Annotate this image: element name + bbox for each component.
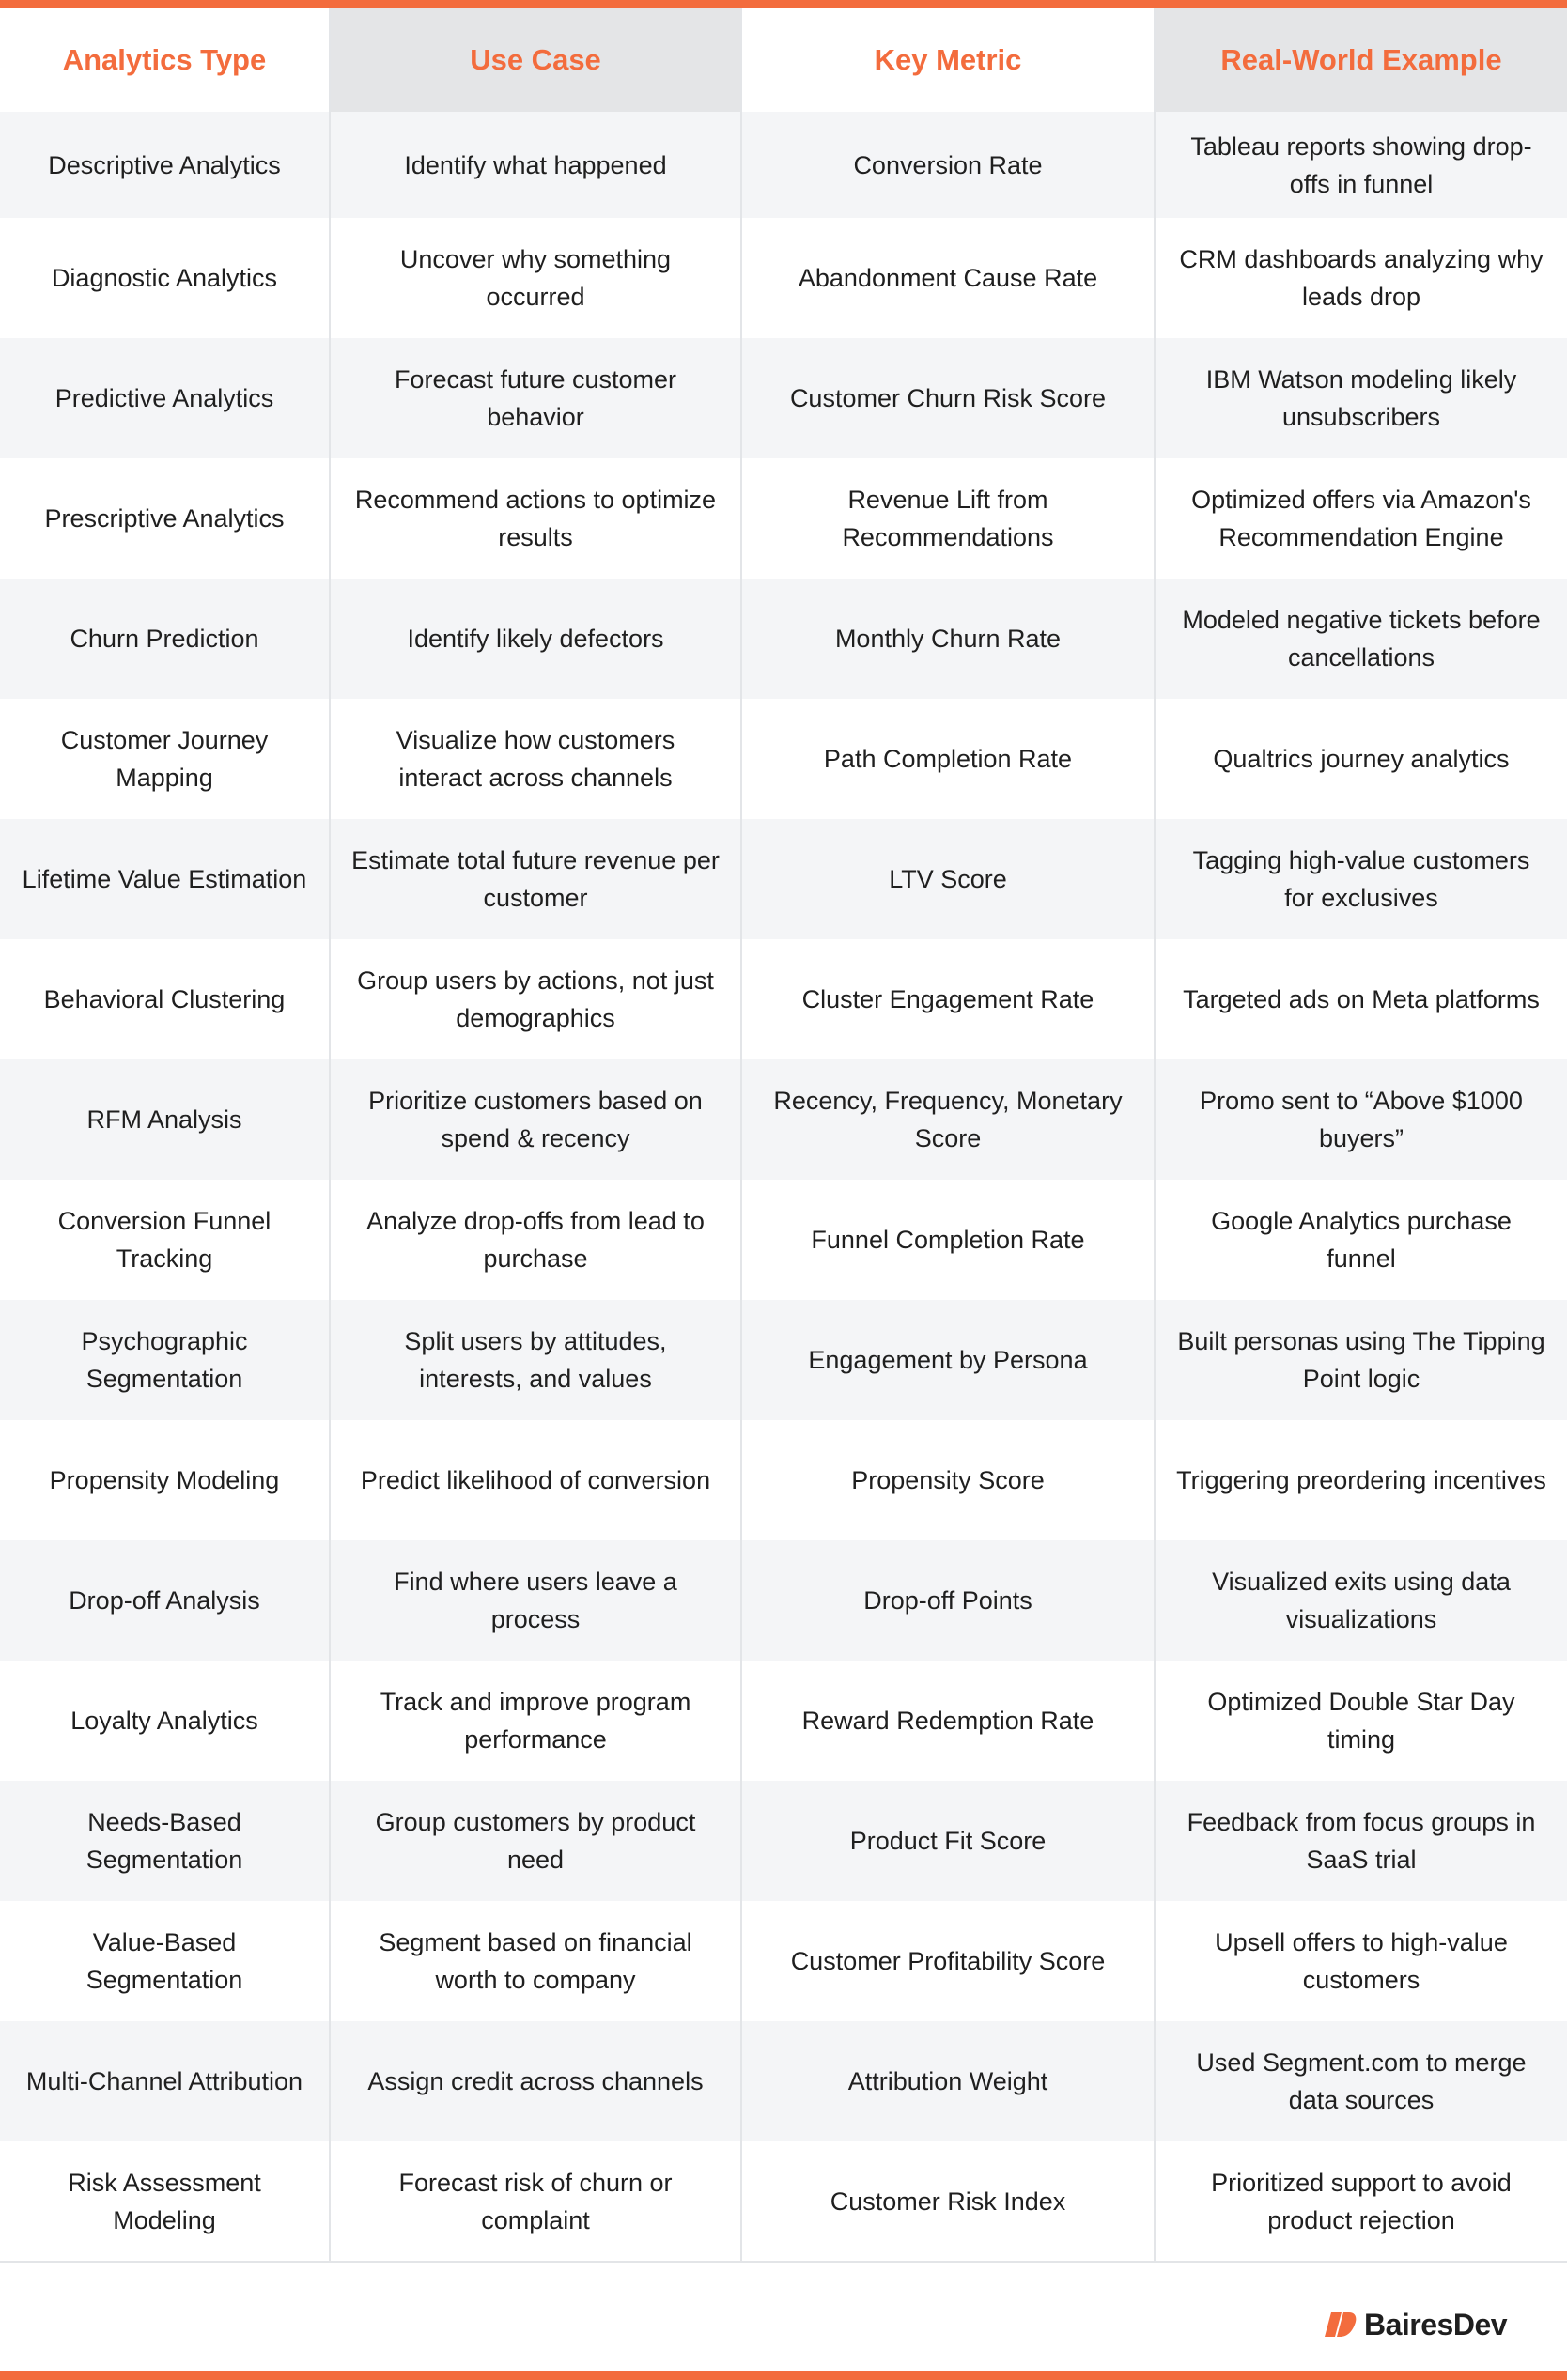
use-case-cell: Group users by actions, not just demographics: [330, 939, 741, 1059]
use-case-cell: Group customers by product need: [330, 1781, 741, 1901]
bairesdev-logo-icon: [1325, 2310, 1357, 2339]
header-use-case: Use Case: [330, 8, 741, 112]
analytics-type-cell: Diagnostic Analytics: [0, 218, 330, 338]
top-accent-bar: [0, 0, 1567, 8]
analytics-type-cell: Loyalty Analytics: [0, 1661, 330, 1781]
table-row: [0, 2141, 1567, 2262]
analytics-type-cell: Drop-off Analysis: [0, 1540, 330, 1661]
key-metric-cell: Customer Risk Index: [741, 2141, 1155, 2262]
example-cell: Modeled negative tickets before cancellations: [1155, 579, 1567, 699]
use-case-cell: Track and improve program performance: [330, 1661, 741, 1781]
analytics-type-cell: Customer Journey Mapping: [0, 699, 330, 819]
table-row: [0, 1540, 1567, 1661]
key-metric-cell: Abandonment Cause Rate: [741, 218, 1155, 338]
use-case-cell: Segment based on financial worth to company: [330, 1901, 741, 2021]
use-case-cell: Forecast future customer behavior: [330, 338, 741, 458]
table-row: [0, 579, 1567, 699]
key-metric-cell: Path Completion Rate: [741, 699, 1155, 819]
table-row: [0, 939, 1567, 1059]
analytics-type-cell: Conversion Funnel Tracking: [0, 1180, 330, 1300]
key-metric-cell: Propensity Score: [741, 1420, 1155, 1540]
example-cell: Optimized Double Star Day timing: [1155, 1661, 1567, 1781]
table-row: [0, 1300, 1567, 1420]
analytics-type-cell: Predictive Analytics: [0, 338, 330, 458]
table-row: [0, 1901, 1567, 2021]
table-row: [0, 1059, 1567, 1180]
use-case-cell: Forecast risk of churn or complaint: [330, 2141, 741, 2262]
key-metric-cell: Customer Profitability Score: [741, 1901, 1155, 2021]
table-row: [0, 819, 1567, 939]
use-case-cell: Identify what happened: [330, 112, 741, 218]
example-cell: IBM Watson modeling likely unsubscribers: [1155, 338, 1567, 458]
header-real-world-example: Real-World Example: [1155, 8, 1567, 112]
analytics-type-cell: Behavioral Clustering: [0, 939, 330, 1059]
key-metric-cell: Monthly Churn Rate: [741, 579, 1155, 699]
key-metric-cell: Recency, Frequency, Monetary Score: [741, 1059, 1155, 1180]
key-metric-cell: Engagement by Persona: [741, 1300, 1155, 1420]
analytics-type-cell: Lifetime Value Estimation: [0, 819, 330, 939]
key-metric-cell: Conversion Rate: [741, 112, 1155, 218]
use-case-cell: Estimate total future revenue per customer: [330, 819, 741, 939]
use-case-cell: Assign credit across channels: [330, 2021, 741, 2141]
example-cell: Qualtrics journey analytics: [1155, 699, 1567, 819]
analytics-type-cell: Risk Assessment Modeling: [0, 2141, 330, 2262]
example-cell: Promo sent to “Above $1000 buyers”: [1155, 1059, 1567, 1180]
example-cell: Prioritized support to avoid product rejection: [1155, 2141, 1567, 2262]
key-metric-cell: Funnel Completion Rate: [741, 1180, 1155, 1300]
example-cell: Tableau reports showing drop-offs in funnel: [1155, 112, 1567, 218]
key-metric-cell: LTV Score: [741, 819, 1155, 939]
example-cell: Optimized offers via Amazon's Recommendation Engine: [1155, 458, 1567, 579]
table-row: [0, 1781, 1567, 1901]
use-case-cell: Prioritize customers based on spend & recency: [330, 1059, 741, 1180]
analytics-type-cell: Needs-Based Segmentation: [0, 1781, 330, 1901]
table-row: [0, 1661, 1567, 1781]
use-case-cell: Split users by attitudes, interests, and values: [330, 1300, 741, 1420]
table-row: [0, 458, 1567, 579]
table-row: [0, 1180, 1567, 1300]
brand-name: BairesDev: [1364, 2307, 1508, 2341]
header-key-metric: Key Metric: [741, 8, 1155, 112]
key-metric-cell: Product Fit Score: [741, 1781, 1155, 1901]
analytics-type-cell: Churn Prediction: [0, 579, 330, 699]
key-metric-cell: Attribution Weight: [741, 2021, 1155, 2141]
analytics-table: [0, 8, 1567, 2263]
use-case-cell: Analyze drop-offs from lead to purchase: [330, 1180, 741, 1300]
table-row: [0, 699, 1567, 819]
table-row: [0, 338, 1567, 458]
header-analytics-type: Analytics Type: [0, 8, 330, 112]
table-header-row: [0, 8, 1567, 112]
analytics-type-cell: Prescriptive Analytics: [0, 458, 330, 579]
example-cell: Triggering preordering incentives: [1155, 1420, 1567, 1540]
use-case-cell: Recommend actions to optimize results: [330, 458, 741, 579]
example-cell: Used Segment.com to merge data sources: [1155, 2021, 1567, 2141]
example-cell: Visualized exits using data visualizations: [1155, 1540, 1567, 1661]
table-body: [0, 112, 1567, 2262]
example-cell: Targeted ads on Meta platforms: [1155, 939, 1567, 1059]
analytics-type-cell: Psychographic Segmentation: [0, 1300, 330, 1420]
use-case-cell: Predict likelihood of conversion: [330, 1420, 741, 1540]
table-row: [0, 2021, 1567, 2141]
table-row: [0, 218, 1567, 338]
analytics-type-cell: Descriptive Analytics: [0, 112, 330, 218]
table-row: [0, 1420, 1567, 1540]
example-cell: Upsell offers to high-value customers: [1155, 1901, 1567, 2021]
use-case-cell: Visualize how customers interact across channels: [330, 699, 741, 819]
key-metric-cell: Revenue Lift from Recommendations: [741, 458, 1155, 579]
analytics-type-cell: Propensity Modeling: [0, 1420, 330, 1540]
analytics-type-cell: Multi-Channel Attribution: [0, 2021, 330, 2141]
example-cell: Google Analytics purchase funnel: [1155, 1180, 1567, 1300]
use-case-cell: Identify likely defectors: [330, 579, 741, 699]
key-metric-cell: Drop-off Points: [741, 1540, 1155, 1661]
example-cell: CRM dashboards analyzing why leads drop: [1155, 218, 1567, 338]
key-metric-cell: Reward Redemption Rate: [741, 1661, 1155, 1781]
key-metric-cell: Cluster Engagement Rate: [741, 939, 1155, 1059]
example-cell: Feedback from focus groups in SaaS trial: [1155, 1781, 1567, 1901]
use-case-cell: Uncover why something occurred: [330, 218, 741, 338]
bairesdev-logo: [1325, 2306, 1507, 2343]
bottom-accent-bar: [0, 2371, 1567, 2380]
example-cell: Built personas using The Tipping Point logic: [1155, 1300, 1567, 1420]
analytics-type-cell: RFM Analysis: [0, 1059, 330, 1180]
key-metric-cell: Customer Churn Risk Score: [741, 338, 1155, 458]
use-case-cell: Find where users leave a process: [330, 1540, 741, 1661]
analytics-type-cell: Value-Based Segmentation: [0, 1901, 330, 2021]
example-cell: Tagging high-value customers for exclusives: [1155, 819, 1567, 939]
table-row: [0, 112, 1567, 218]
